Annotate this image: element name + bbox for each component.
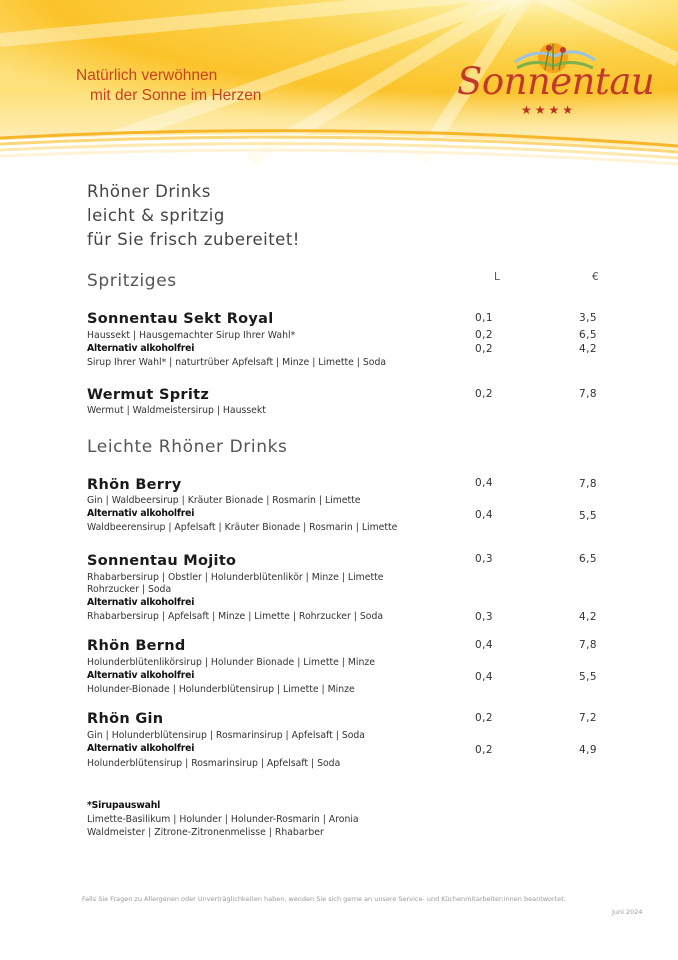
volume: 0,3 — [475, 611, 493, 623]
price: 6,5 — [579, 329, 597, 341]
volume: 0,4 — [475, 639, 493, 651]
drink-description-alcohol-free: Holunderblütensirup | Rosmarinsirup | Apfelsaft | Soda — [87, 758, 341, 769]
alcohol-free-label: Alternativ alkoholfrei — [87, 743, 195, 754]
price: 7,8 — [579, 388, 597, 400]
price: 7,2 — [579, 712, 597, 724]
price: 4,2 — [579, 343, 597, 355]
drink-description: Gin | Waldbeersirup | Kräuter Bionade | Rosmarin | Limette — [87, 495, 361, 506]
syrup-selection-line-2: Waldmeister | Zitrone-Zitronenmelisse | Rhabarber — [87, 827, 324, 838]
price: 4,2 — [579, 611, 597, 623]
drink-description-alcohol-free: Sirup Ihrer Wahl* | naturtrüber Apfelsaft | Minze | Limette | Soda — [87, 357, 387, 368]
alcohol-free-label: Alternativ alkoholfrei — [87, 343, 195, 354]
price: 6,5 — [579, 553, 597, 565]
section-heading-spritziges: Spritziges — [87, 271, 177, 291]
drink-description-alcohol-free: Rhabarbersirup | Apfelsaft | Minze | Limette | Rohrzucker | Soda — [87, 611, 384, 622]
price: 5,5 — [579, 671, 597, 683]
intro-line-3: für Sie frisch zubereitet! — [87, 230, 300, 249]
drink-name: Rhön Bernd — [87, 638, 186, 654]
alcohol-free-label: Alternativ alkoholfrei — [87, 670, 195, 681]
volume: 0,2 — [475, 744, 493, 756]
drink-description: Haussekt | Hausgemachter Sirup Ihrer Wahl* — [87, 330, 296, 341]
drink-name: Rhön Berry — [87, 477, 182, 493]
logo-wordmark: Sonnentau — [457, 60, 655, 103]
volume: 0,1 — [475, 312, 493, 324]
volume: 0,2 — [475, 712, 493, 724]
slogan-line-2: mit der Sonne im Herzen — [90, 87, 262, 104]
liter-column-header: L — [494, 271, 500, 283]
drink-name: Wermut Spritz — [87, 387, 210, 403]
price: 5,5 — [579, 510, 597, 522]
drink-description-alcohol-free: Waldbeerensirup | Apfelsaft | Kräuter Bionade | Rosmarin | Limette — [87, 522, 398, 533]
syrup-selection-title: *Sirupauswahl — [87, 800, 161, 811]
volume: 0,2 — [475, 388, 493, 400]
volume: 0,4 — [475, 671, 493, 683]
volume: 0,3 — [475, 553, 493, 565]
date-stamp: Juni 2024 — [612, 908, 643, 916]
volume: 0,2 — [475, 343, 493, 355]
intro-line-2: leicht & spritzig — [87, 206, 225, 225]
volume: 0,4 — [475, 509, 493, 521]
drink-description: Gin | Holunderblütensirup | Rosmarinsirup | Apfelsaft | Soda — [87, 730, 366, 741]
header-banner — [0, 0, 678, 172]
price: 4,9 — [579, 744, 597, 756]
allergen-note: Falls Sie Fragen zu Allergenen oder Unverträglichkeiten haben, wenden Sie sich gerne an unsere Service- und Küchenmitarbeiter:innen beantwortet. — [82, 895, 566, 903]
drink-description: Holunderblütenlikörsirup | Holunder Bionade | Limette | Minze — [87, 657, 375, 668]
price: 3,5 — [579, 312, 597, 324]
sonnentau-logo — [455, 40, 655, 120]
volume: 0,2 — [475, 329, 493, 341]
drink-description-alcohol-free: Holunder-Bionade | Holunderblütensirup | Limette | Minze — [87, 684, 355, 695]
logo-stars: ★★★★ — [521, 103, 577, 117]
alcohol-free-label: Alternativ alkoholfrei — [87, 597, 195, 608]
section-heading-leichte-rhoener-drinks: Leichte Rhöner Drinks — [87, 437, 288, 457]
drink-description-continued: Rohrzucker | Soda — [87, 584, 172, 595]
drink-description: Wermut | Waldmeistersirup | Haussekt — [87, 405, 266, 416]
volume: 0,4 — [475, 477, 493, 489]
price: 7,8 — [579, 478, 597, 490]
drink-name: Rhön Gin — [87, 711, 164, 727]
syrup-selection-line-1: Limette-Basilikum | Holunder | Holunder-Rosmarin | Aronia — [87, 814, 359, 825]
slogan — [76, 66, 261, 106]
alcohol-free-label: Alternativ alkoholfrei — [87, 508, 195, 519]
price: 7,8 — [579, 639, 597, 651]
drink-description: Rhabarbersirup | Obstler | Holunderblütenlikör | Minze | Limette — [87, 572, 384, 583]
slogan-line-1: Natürlich verwöhnen — [76, 67, 218, 84]
drink-name: Sonnentau Mojito — [87, 553, 237, 569]
euro-column-header: € — [592, 271, 599, 283]
drink-name: Sonnentau Sekt Royal — [87, 311, 274, 327]
intro-line-1: Rhöner Drinks — [87, 182, 211, 201]
